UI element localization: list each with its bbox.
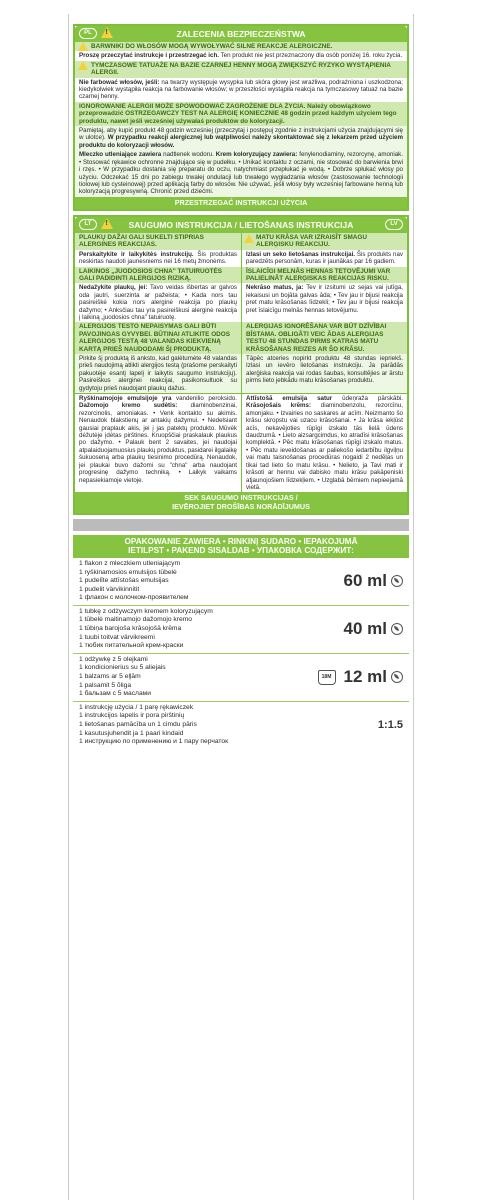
lv-p2-text: Tev ir izsitumi uz sejas vai jutīga, iekaisusi un bojāta galvas āda; • Tev jau ir bijusi reakcija pret matu krāsošanas līdzekli; • Tev jau ir bijusi reakcija pret īslaicīgu melnās hennas tetovējumu. <box>246 284 404 314</box>
pl-footer: PRZESTRZEGAĆ INSTRUKCJI UŻYCIA <box>75 197 407 209</box>
contents-row-lines <box>79 704 378 747</box>
lv-h1-text: MATU KRĀSA VAR IZRAISĪT SMAGU ALERĢISKU REAKCIJU. <box>256 233 368 249</box>
pl-p6: Pamiętaj, aby kupić produkt 48 godzin wcześniej (przeczytaj i postępuj zgodnie z instrukcjami użycia znajdującymi się w ulotce). <box>79 127 403 142</box>
pl-p2: Ten produkt nie jest przeznaczony dla osób poniżej 16. roku życia. <box>220 52 403 60</box>
grey-divider-bar <box>73 519 409 531</box>
contents-row-lines <box>79 656 318 699</box>
contents-row-lines <box>79 608 344 651</box>
eco-leaf-icon <box>391 671 403 683</box>
list-item: 1 kondicionierius su 5 aliejais <box>79 664 166 672</box>
list-item: 1 instrukcję użycia / 1 parę rękawiczek <box>79 703 194 711</box>
list-item: 1 tūbelė maitinamojo dažomojo kremo <box>79 616 193 624</box>
contents-row-lines <box>79 560 344 603</box>
list-item: 1 pudelit värvikinnitit <box>79 585 140 593</box>
lt-p1-text: Šis produktas neskirtas naudoti jaunesniems nei 16 metų žmonėms. <box>79 250 237 266</box>
lt-lv-footer-line-1: SEK SAUGUMO INSTRUKCIJAS / <box>184 493 298 503</box>
list-item: 1 pudelīte attīstošas emulsijas <box>79 577 169 585</box>
list-item: 1 palsamit 5 õliga <box>79 681 132 689</box>
lt-p4-a: vandenilio peroksido. <box>175 395 237 403</box>
lt-lv-row-3 <box>75 267 407 284</box>
pl-p4-bold: Nie farbować włosów, jeśli: <box>79 78 160 86</box>
lt-p2-bold: Nedažykite plaukų, jei: <box>79 284 148 292</box>
warning-icon <box>78 42 88 51</box>
list-item: 1 инструкцию по применению и 1 пару перчаток <box>79 738 229 746</box>
pl-p7-bold-a: Mleczko utleniające zawiera <box>79 151 162 159</box>
lt-lv-footer-line-2: IEVĒROJIET DROŠĪBAS NORĀDĪJUMUS <box>172 501 310 511</box>
pl-safety-box <box>73 24 409 211</box>
lv-p2 <box>241 283 407 322</box>
lt-lv-row-5 <box>75 322 407 354</box>
pl-test-warning: IGNOROWANIE ALERGII MOŻE SPOWODOWAĆ ZAGROŻENIE DLA ŻYCIA. Należy obowiązkowo przeprowadzić OSTRZEGAWCZY TEST NA ALERGIĘ KONIECZNIE 48 godzin przed każdym użyciem tego produktu, nawet jeśli wcześniej używałaś produktów do koloryzacji. <box>75 102 407 126</box>
lt-p4-b: diaminobenzinai, rezorcinolis, amoniakas. • Venk kontakto su akimis. Nenaudok blakstienų ar antakių dažymui. • Nedelsiant gausiai praplauk akis, jei į jas patektų produkto. Mūvėk dėžutėje įdėtas pirštines. Kruopščiai praskalauk plaukus po dažymo. • Palauk bent 2 savaites, jei naudojai atpalaiduojamuosius plaukų produktus, pasidarei ilgalaikę šukuoseną arba plaukų tiesinimo procedūrą. Nenaudok, jei plaukai buvo dažomi su "chna" arba naudojant progresinę dažymo techniką. • Laikyk vaikams nepasiekiamoje vietoje. <box>79 402 237 484</box>
contents-row-instructions <box>73 702 409 749</box>
volume-label <box>344 619 403 639</box>
pl-ingredients <box>75 150 407 196</box>
list-item: 1 flakon z mleczkiem utleniającym <box>79 559 181 567</box>
lt-lang-badge: LT <box>79 219 97 230</box>
lt-lv-row-4 <box>75 283 407 322</box>
contents-row-balm <box>73 654 409 702</box>
lv-p4-a: ūdeņraža pārskābi. <box>342 395 403 403</box>
volume-value: 40 ml <box>343 619 387 639</box>
volume-value: 12 ml <box>343 667 387 687</box>
lv-h3: ALERĢIJAS IGNORĒŠANA VAR BŪT DZĪVĪBAI BĪSTAMA. OBLIGĀTI VEIC ĀDAS ALERĢIJAS TESTU 48 STUNDAS PIRMS KATRAS MATU KRĀSOŠANAS REIZES AR ŠO KRĀSU. <box>241 322 407 354</box>
lv-lang-badge: LV <box>385 219 403 230</box>
pl-henna-warning <box>75 61 407 78</box>
pl-read-instructions <box>75 51 407 60</box>
pl-header <box>75 26 407 42</box>
period-after-opening-icon: 18M <box>318 670 336 685</box>
list-item: 1 тюбик питательной крем-краски <box>79 642 184 650</box>
lt-h1: PLAUKŲ DAŽAI GALI SUKELTI STIPRIAS ALERGINES REAKCIJAS. <box>75 233 241 250</box>
eco-leaf-icon <box>391 575 403 587</box>
pl-lang-badge: PL <box>79 28 97 39</box>
contents-header-line-2: IETILPST • PAKEND SISALDAB • УПАКОВКА СОДЕРЖИТ: <box>128 546 354 556</box>
lt-p2-text: Tavo veidas išbertas ar galvos oda jautri, suerzinta ar pažeista; • Kada nors tau pasireiškė kokia nors alerginė reakcija po plaukų dažymo; • Anksčiau tau yra pasireiškusi alerginė reakcija į laikiną „juodosios chna" tatuiruotę. <box>79 284 237 321</box>
lv-h1 <box>241 233 407 250</box>
pl-do-not-dye <box>75 78 407 102</box>
leaflet-sheet <box>68 14 414 1200</box>
lt-lv-footer <box>75 492 407 512</box>
eco-leaf-icon <box>391 623 403 635</box>
lv-p4-bold-a: Attīstošā emulsija satur <box>246 395 333 403</box>
lv-h2: ĪSLAICĪGI MELNĀS HENNAS TETOVĒJUMI VAR PALIELINĀT ALERĢISKAS REAKCIJAS RISKU. <box>241 267 407 284</box>
contents-row-developer <box>73 558 409 606</box>
contents-row-cream <box>73 606 409 654</box>
pl-p6-bold: W przypadku reakcji alergicznej lub wątpliwości należy skontaktować się z lekarzem przed użyciem produktu do koloryzacji włosów. <box>79 134 403 149</box>
lv-p2-bold: Nekrāso matus, ja: <box>246 284 304 292</box>
list-item: 1 флакон с молочком-проявителем <box>79 594 189 602</box>
warning-icon <box>244 234 254 243</box>
lt-p4-bold-a: Ryškinamojoje emulsijoje yra <box>79 395 172 403</box>
lt-lv-row-1 <box>75 233 407 250</box>
lt-p1-bold: Perskaitykite ir laikykitės instrukcijų. <box>79 250 194 258</box>
contents-header-line-1: OPAKOWANIE ZAWIERA • RINKINĮ SUDARO • IEPAKOJUMĀ <box>124 536 358 546</box>
pl-p1: BARWNIKI DO WŁOSÓW MOGĄ WYWOŁYWAĆ SILNE REAKCJE ALERGICZNE. <box>91 43 333 50</box>
list-item: 1 balzams ar 5 eļļām <box>79 673 141 681</box>
lt-lv-row-7 <box>75 394 407 492</box>
contents-header <box>73 535 409 558</box>
lv-p1-bold: Izlasi un seko lietošanas instrukcijai. <box>246 250 356 258</box>
contents-box <box>73 535 409 749</box>
pl-buy-early <box>75 126 407 150</box>
list-item: 1 odżywkę z 5 olejkami <box>79 655 148 663</box>
pl-p7-a: nadtlenek wodoru. <box>163 151 214 159</box>
lv-p4 <box>241 394 407 492</box>
list-item: 1 kasutusjuhendit ja 1 paari kindaid <box>79 729 184 737</box>
volume-label <box>318 667 403 687</box>
list-item: 1 tuubi toitvat värvikreemi <box>79 633 155 641</box>
lt-lv-title: SAUGUMO INSTRUKCIJA / LIETOŠANAS INSTRUKCIJA <box>128 219 354 230</box>
lt-p1 <box>75 250 241 267</box>
pl-allergy-warning <box>75 42 407 51</box>
lt-p4 <box>75 394 241 492</box>
lv-p3: Tāpēc atceries nopirkt produktu 48 stundas iepriekš. Izlasi un ievēro lietošanas instrukciju. Ja parādās alerģiska reakcija vai rodas šaubas, konsultējies ar ārstu pirms lieto jebkādu matu krāsošanas produktu. <box>241 354 407 393</box>
lt-p3: Pirkite šį produktą iš anksto, kad galėtumėte 48 valandas prieš naudojimą atlikti alergijos testą (prašome perskaityti pakuotėje esantį lapelį ir laikytis saugumo instrukcijų). Pasireiškus alerginei reakcijai, pasikonsultuok su gydytoju prieš naudojant plaukų dažus. <box>79 355 237 392</box>
list-item: 1 lietošanas pamācība un 1 cimdu pāris <box>79 721 197 729</box>
lt-p2 <box>75 283 241 322</box>
volume-label <box>344 571 403 591</box>
lv-p4-bold-b: Krāsojošais krēms: <box>246 402 312 410</box>
pl-title: ZALECENIA BEZPIECZEŃSTWA <box>176 29 306 39</box>
lt-h3: ALERGIJOS TESTO NEPAISYMAS GALI BŪTI PAVOJINGAS GYVYBEI. BŪTINAI ATLIKITE ODOS ALERGIJOS TESTĄ 48 VALANDAS KIEKVIENĄ KARTĄ PRIEŠ NAUDODAMI ŠĮ PRODUKTĄ. <box>75 322 241 354</box>
warning-icon <box>101 27 113 38</box>
list-item: 1 tubkę z odżywczym kremem koloryzującym <box>79 607 213 615</box>
lt-p4-bold-b: Dažomojo kremo sudėtis: <box>79 402 178 410</box>
lt-h2: LAIKINOS „JUODOSIOS CHNA" TATUIRUOTĖS GALI PADIDINTI ALERGIJOS RIZIKĄ. <box>75 267 241 284</box>
warning-icon <box>78 61 88 70</box>
lt-lv-row-2 <box>75 250 407 267</box>
volume-value: 60 ml <box>343 571 387 591</box>
lv-p4-b: diaminobenzolu, rezorcīnu, amonjaku. • Izvairies no saskares ar acīm. Neizmanto šo krāsu skropstu vai uzacu krāsošanai. • Ja krāsa iekļūst acīs, nekavējoties rūpīgi izskalo tās lielā ūdens daudzumā. • Lieto aizsargcimdus, ko atradīsi krāsošanas komplektā. • Pēc matu krāsošanas rūpīgi izskalo matus. • Pēc matu ieveidošanas ar paliekošo iedarbību ilgviļņu vai matu taisnošanas procedūras nogaidi 2 nedēļas un tikai tad lieto šo matu krāsu. • Nelieto, ja Tavi mati ir krāsoti ar hennu vai dabisko matu krāsu pakāpeniski atjaunojošiem līdzekļiem. • Uzglabā bērniem nepieejamā vietā. <box>246 402 404 491</box>
pl-p3: TYMCZASOWE TATUAŻE NA BAZIE CZARNEJ HENNY MOGĄ ZWIĘKSZYĆ RYZYKO WYSTĄPIENIA ALERGII. <box>91 61 391 77</box>
lt-lv-header <box>75 217 407 233</box>
pl-p7-b: fenylenodiaminy, rezorcynę, amoniak. • Stosować rękawice ochronne znajdujące się w pudełku. • Unikać kontaktu z oczami, nie stosować do barwienia brwi i rzęs. • W przypadku dostania się preparatu do oczu, natychmiast przepłukać je wodą. • Dobrze spłukać włosy po użyciu. Odczekać 15 dni po zabiegu trwałej ondulacji lub trwałego wygładzania włosów (zastosowanie technologii tiolowej lub cysteinowej) przed aplikacją farby do włosów. Nie używać, jeśli włosy były wcześniej farbowane henną lub koloryzacją progresywną. Chronić przed dziećmi. <box>79 151 403 196</box>
pl-p4: na twarzy występuje wysypka lub skóra głowy jest wrażliwa, podrażniona i uszkodzona; kiedykolwiek wystąpiła reakcja na farbowanie włosów; w przeszłości wystąpiła reakcja na tymczasowy tatuaż na bazie czarnej henny. <box>79 78 403 101</box>
list-item: 1 бальзам с 5 маслами <box>79 690 151 698</box>
list-item: 1 instrukcijos lapelis ir pora pirštinių <box>79 712 185 720</box>
list-item: 1 tūbiņa barojoša krāsojošā krēma <box>79 625 182 633</box>
pl-p7-bold-b: Krem koloryzujący zawiera: <box>215 151 298 159</box>
lt-lv-row-6 <box>75 354 407 393</box>
mix-ratio: 1:1.5 <box>377 719 403 732</box>
lv-p1 <box>241 250 407 267</box>
lv-p1-text: Šis produkts nav paredzēts personām, kuras ir jaunākas par 16 gadiem. <box>246 250 403 266</box>
pl-p2-bold: Proszę przeczytać instrukcje i przestrzegać ich. <box>79 52 219 60</box>
warning-icon <box>101 218 113 229</box>
list-item: 1 ryškinamosios emulsijos tūbelė <box>79 568 177 576</box>
lt-lv-safety-box <box>73 215 409 515</box>
